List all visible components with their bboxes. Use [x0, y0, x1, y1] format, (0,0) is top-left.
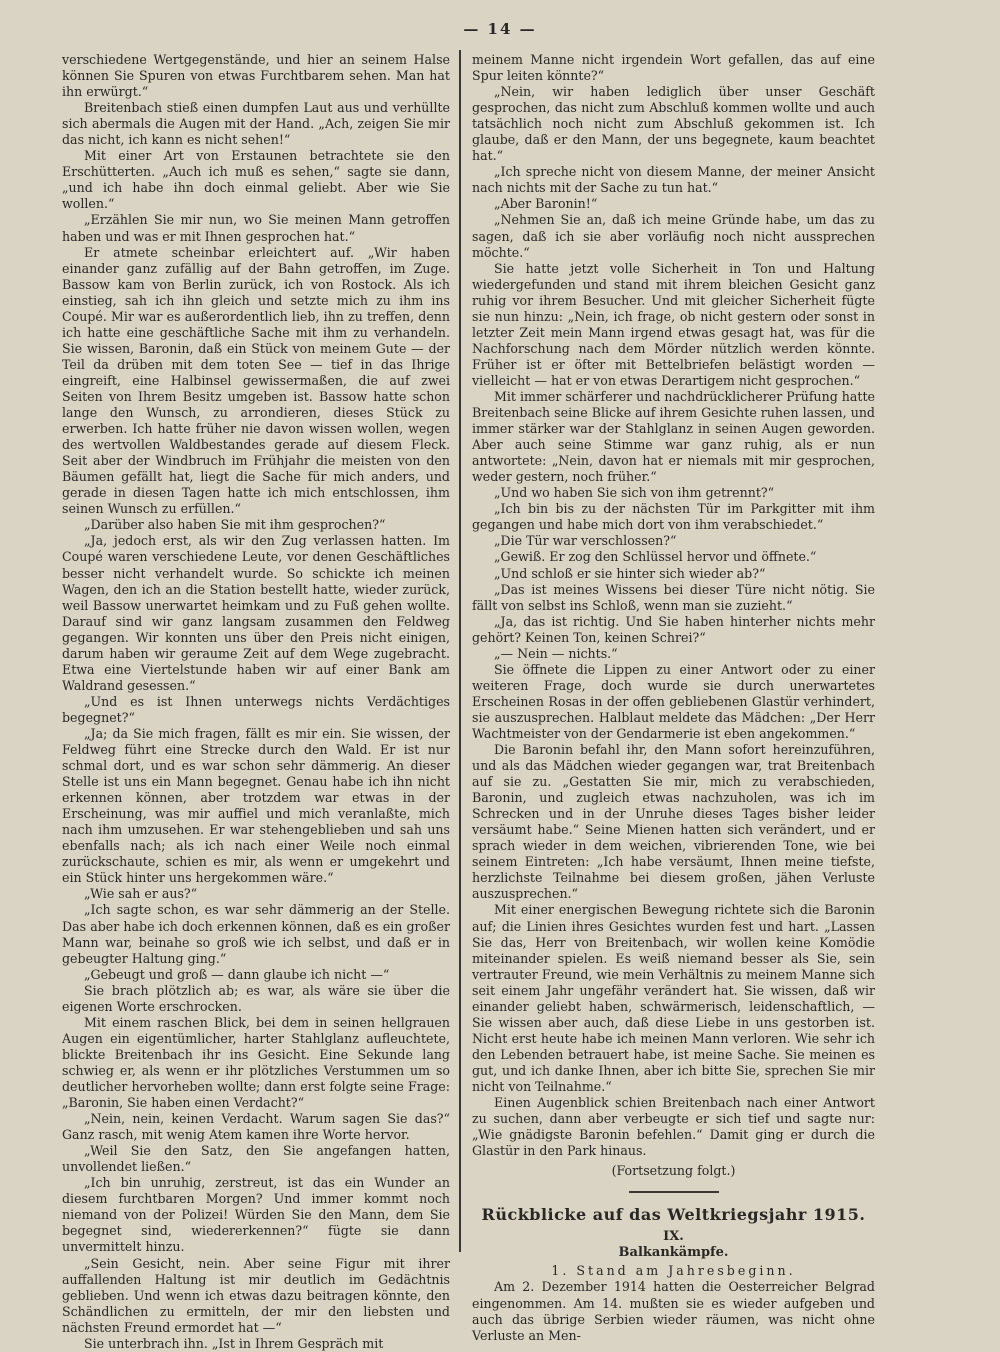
paragraph: Die Baronin befahl ihr, den Mann sofort hereinzuführen, und als das Mädchen wieder gegangen war, trat Breitenbach auf sie zu. „Gestatten Sie mir, mich zu verabschieden, Baronin, und zugleich etwas nachzuholen, was ich im Schrecken und in der Unruhe dieses Tages bisher leider versäumt habe.“ Seine Mienen hatten sich verändert, und er sprach wieder in dem weichen, vibrierenden Tone, wie bei seinem Eintreten: „Ich habe versäumt, Ihnen meine tiefste, herzlichste Teilnahme bei diesem großen, jähen Verluste auszusprechen.“ [472, 742, 875, 902]
paragraph: Er atmete scheinbar erleichtert auf. „Wir haben einander ganz zufällig auf der Bahn getroffen, im Zuge. Bassow kam von Berlin zurück, ich von Rostock. Als ich einstieg, sah ich ihn gleich und setzte mich zu ihm ins Coupé. Mir war es außerordentlich lieb, ihn zu treffen, denn ich hatte eine geschäftliche Sache mit ihm zu verhandeln. Sie wissen, Baronin, daß ein Stück von meinem Gute — der Teil da drüben mit dem toten See — tief in das Ihrige eingreift, eine Halbinsel gewissermaßen, die auf zwei Seiten von Ihrem Besitz umgeben ist. Bassow hatte schon lange den Wunsch, zu arrondieren, dieses Stück zu erwerben. Ich hatte früher nie davon wissen wollen, wegen des wertvollen Waldbestandes gerade auf diesem Fleck. Seit aber der Windbruch im Frühjahr die meisten von den Bäumen gefällt hat, liegt die Sache für mich anders, und gerade in diesen Tagen hatte ich mich entschlossen, ihm seinen Wunsch zu erfüllen.“ [62, 244, 450, 517]
paragraph: „Ich sagte schon, es war sehr dämmerig an der Stelle. Das aber habe ich doch erkennen können, daß es ein großer Mann war, beinahe so groß wie ich selbst, und daß er in gebeugter Haltung ging.“ [62, 902, 450, 966]
paragraph: „Gewiß. Er zog den Schlüssel hervor und öffnete.“ [494, 549, 817, 565]
paragraph: Sie hatte jetzt volle Sicherheit in Ton und Haltung wiedergefunden und stand mit ihrem bleichen Gesicht ganz ruhig vor ihrem Besucher. Und mit gleicher Sicherheit fügte sie nun hinzu: „Nein, ich frage, ob nicht gestern oder sonst in letzter Zeit mein Mann irgend etwas gesagt hat, was für die Nachforschung nach dem Mörder nützlich werden könnte. Früher ist er öfter mit Bettelbriefen belästigt worden — vielleicht — hat er von etwas Derartigem nicht gesprochen.“ [472, 260, 875, 388]
article-heading: Rückblicke auf das Weltkriegsjahr 1915. [481, 1205, 866, 1225]
paragraph: verschiedene Wertgegenstände, und hier an seinem Halse können Sie Spuren von etwas Furchtbarem sehen. Man hat ihn erwürgt.“ [62, 52, 450, 100]
left-column [62, 52, 450, 1352]
paragraph: „Und wo haben Sie sich von ihm getrennt?“ [494, 485, 775, 501]
paragraph: „Weil Sie den Satz, den Sie angefangen hatten, unvollendet ließen.“ [62, 1143, 450, 1175]
paragraph: „Nehmen Sie an, daß ich meine Gründe habe, um das zu sagen, daß ich sie aber vorläufig noch nicht aussprechen möchte.“ [472, 212, 875, 260]
paragraph: „Ja, das ist richtig. Und Sie haben hinterher nichts mehr gehört? Keinen Ton, keinen Schrei?“ [472, 613, 875, 645]
paragraph: „Das ist meines Wissens bei dieser Türe nicht nötig. Sie fällt von selbst ins Schloß, wenn man sie zuzieht.“ [472, 581, 875, 613]
paragraph: „Und es ist Ihnen unterwegs nichts Verdächtiges begegnet?“ [62, 693, 450, 725]
column-divider [459, 50, 461, 1252]
paragraph: „Ja, jedoch erst, als wir den Zug verlassen hatten. Im Coupé waren verschiedene Leute, vor denen Geschäftliches besser nicht verhandelt wurde. So schickte ich meinen Wagen, den ich an die Station bestellt hatte, wieder zurück, weil Bassow unerwartet heimkam und zu Fuß gehen wollte. Darauf sind wir ganz langsam zusammen den Feldweg gegangen. Wir konnten uns über den Preis nicht einigen, darum haben wir geraume Zeit auf dem Wege zugebracht. Etwa eine Viertelstunde haben wir auf einer Bank am Waldrand gesessen.“ [62, 533, 450, 693]
paragraph: „Ich bin unruhig, zerstreut, ist das ein Wunder an diesem furchtbaren Morgen? Und immer kommt noch niemand von der Polizei! Würden Sie den Mann, dem Sie begegnet sind, wiedererkennen?“ fügte sie dann unvermittelt hinzu. [62, 1175, 450, 1255]
paragraph: „Erzählen Sie mir nun, wo Sie meinen Mann getroffen haben und was er mit Ihnen gesprochen hat.“ [62, 212, 450, 244]
paragraph: „Und schloß er sie hinter sich wieder ab?“ [494, 565, 766, 581]
paragraph: Einen Augenblick schien Breitenbach nach einer Antwort zu suchen, dann aber verbeugte er sich tief und sagte nur: „Wie gnädigste Baronin befehlen.“ Damit ging er durch die Glastür in den Park hinaus. [472, 1095, 875, 1159]
paragraph: „— Nein — nichts.“ [494, 645, 618, 661]
paragraph: Mit einer Art von Erstaunen betrachtete sie den Erschütterten. „Auch ich muß es sehen,“ sagte sie dann, „und ich habe ihn doch einmal geliebt. Aber wie Sie wollen.“ [62, 148, 450, 212]
paragraph: „Darüber also haben Sie mit ihm gesprochen?“ [84, 517, 386, 533]
right-column-text [472, 52, 875, 1159]
right-column [472, 52, 875, 1344]
paragraph: „Gebeugt und groß — dann glaube ich nicht —“ [84, 966, 390, 982]
paragraph: „Nein, nein, keinen Verdacht. Warum sagen Sie das?“ Ganz rasch, mit wenig Atem kamen ihre Worte hervor. [62, 1111, 450, 1143]
paragraph: Mit einem raschen Blick, bei dem in seinen hellgrauen Augen ein eigentümlicher, harter Stahlglanz aufleuchtete, blickte Breitenbach ihr ins Gesicht. Eine Sekunde lang schwieg er, als wenn er ihr plötzliches Verstummen um so deutlicher hervorheben wollte; dann erst folgte seine Frage: „Baronin, Sie haben einen Verdacht?“ [62, 1014, 450, 1111]
section-number: IX. [663, 1229, 684, 1245]
paragraph: Sie öffnete die Lippen zu einer Antwort oder zu einer weiteren Frage, doch wurde sie durch unerwartetes Erscheinen Rosas in der offen gebliebenen Glastür verhindert, sie auszusprechen. Halblaut meldete das Mädchen: „Der Herr Wachtmeister von der Gendarmerie ist eben angekommen.“ [472, 661, 875, 741]
paragraph: „Ich spreche nicht von diesem Manne, der meiner Ansicht nach nichts mit der Sache zu tun hat.“ [472, 164, 875, 196]
paragraph: „Aber Baronin!“ [494, 196, 598, 212]
section-title: Balkankämpfe. [618, 1245, 729, 1261]
paragraph: „Ja; da Sie mich fragen, fällt es mir ein. Sie wissen, der Feldweg führt eine Strecke durch den Wald. Er ist nur schmal dort, und es war schon sehr dämmerig. An dieser Stelle ist uns ein Mann begegnet. Genau habe ich ihn nicht erkennen können, aber trotzdem war etwas in der Erscheinung, was mir auffiel und mich veranlaßte, mich nach ihm umzusehen. Er war stehengeblieben und sah uns ebenfalls nach; als ich nach einer Weile noch einmal zurückschaute, schien es mir, als wenn er umgekehrt und ein Stück hinter uns hergekommen wäre.“ [62, 725, 450, 886]
paragraph: Breitenbach stieß einen dumpfen Laut aus und verhüllte sich abermals die Augen mit der Hand. „Ach, zeigen Sie mir das nicht, ich kann es nicht sehen!“ [62, 100, 450, 148]
paragraph: Sie unterbrach ihn. „Ist in Ihrem Gespräch mit [84, 1335, 384, 1351]
article-body: Am 2. Dezember 1914 hatten die Oesterreicher Belgrad eingenommen. Am 14. mußten sie es wieder aufgeben und auch das übrige Serbien wieder räumen, was nicht ohne Verluste an Men- [472, 1279, 875, 1343]
paragraph: „Sein Gesicht, nein. Aber seine Figur mit ihrer auffallenden Haltung ist mir deutlich im Gedächtnis geblieben. Und wenn ich etwas dazu beitragen könnte, den Schändlichen zu ermitteln, der mir den liebsten und nächsten Freund ermordet hat —“ [62, 1255, 450, 1335]
paragraph: „Die Tür war verschlossen?“ [494, 533, 677, 549]
page-number: — 14 — [463, 20, 537, 38]
paragraph: Mit immer schärferer und nachdrücklicherer Prüfung hatte Breitenbach seine Blicke auf ihrem Gesichte ruhen lassen, und immer stärker war der Stahlglanz in seinen Augen geworden. Aber auch seine Stimme war ganz ruhig, als er nun antwortete: „Nein, davon hat er niemals mit mir gesprochen, weder gestern, noch früher.“ [472, 388, 876, 485]
article-subheading: 1. Stand am Jahresbeginn. [551, 1263, 796, 1279]
paragraph: Mit einer energischen Bewegung richtete sich die Baronin auf; die Linien ihres Gesichtes wurden fest und hart. „Lassen Sie das, Herr von Breitenbach, wir wollen keine Komödie miteinander spielen. Es weiß niemand besser als Sie, sein vertrauter Freund, wie mein Verhältnis zu meinem Manne sich seit einem Jahr ungefähr verändert hat. Sie wissen, daß wir einander geliebt haben, schwärmerisch, leidenschaftlich, — Sie wissen aber auch, daß diese Liebe in uns gestorben ist. Nicht erst heute habe ich meinen Mann verloren. Wie sehr ich den Lebenden betrauert habe, ist meine Sache. Sie meinen es gut, und ich danke Ihnen, aber ich bitte Sie, sprechen Sie mir nicht von Teilnahme.“ [472, 902, 875, 1094]
paragraph: „Wie sah er aus?“ [84, 886, 198, 902]
continued-note: (Fortsetzung folgt.) [611, 1163, 736, 1179]
paragraph: „Ich bin bis zu der nächsten Tür im Parkgitter mit ihm gegangen und habe mich dort von ihm verabschiedet.“ [472, 501, 875, 533]
section-divider [629, 1191, 719, 1193]
paragraph: Sie brach plötzlich ab; es war, als wäre sie über die eigenen Worte erschrocken. [62, 982, 450, 1014]
paragraph: „Nein, wir haben lediglich über unser Geschäft gesprochen, das nicht zum Abschluß kommen wollte und auch tatsächlich noch nicht zum Abschluß gekommen ist. Ich glaube, daß er den Mann, der uns begegnete, kaum beachtet hat.“ [472, 84, 875, 164]
paragraph: meinem Manne nicht irgendein Wort gefallen, das auf eine Spur leiten könnte?“ [472, 52, 875, 84]
